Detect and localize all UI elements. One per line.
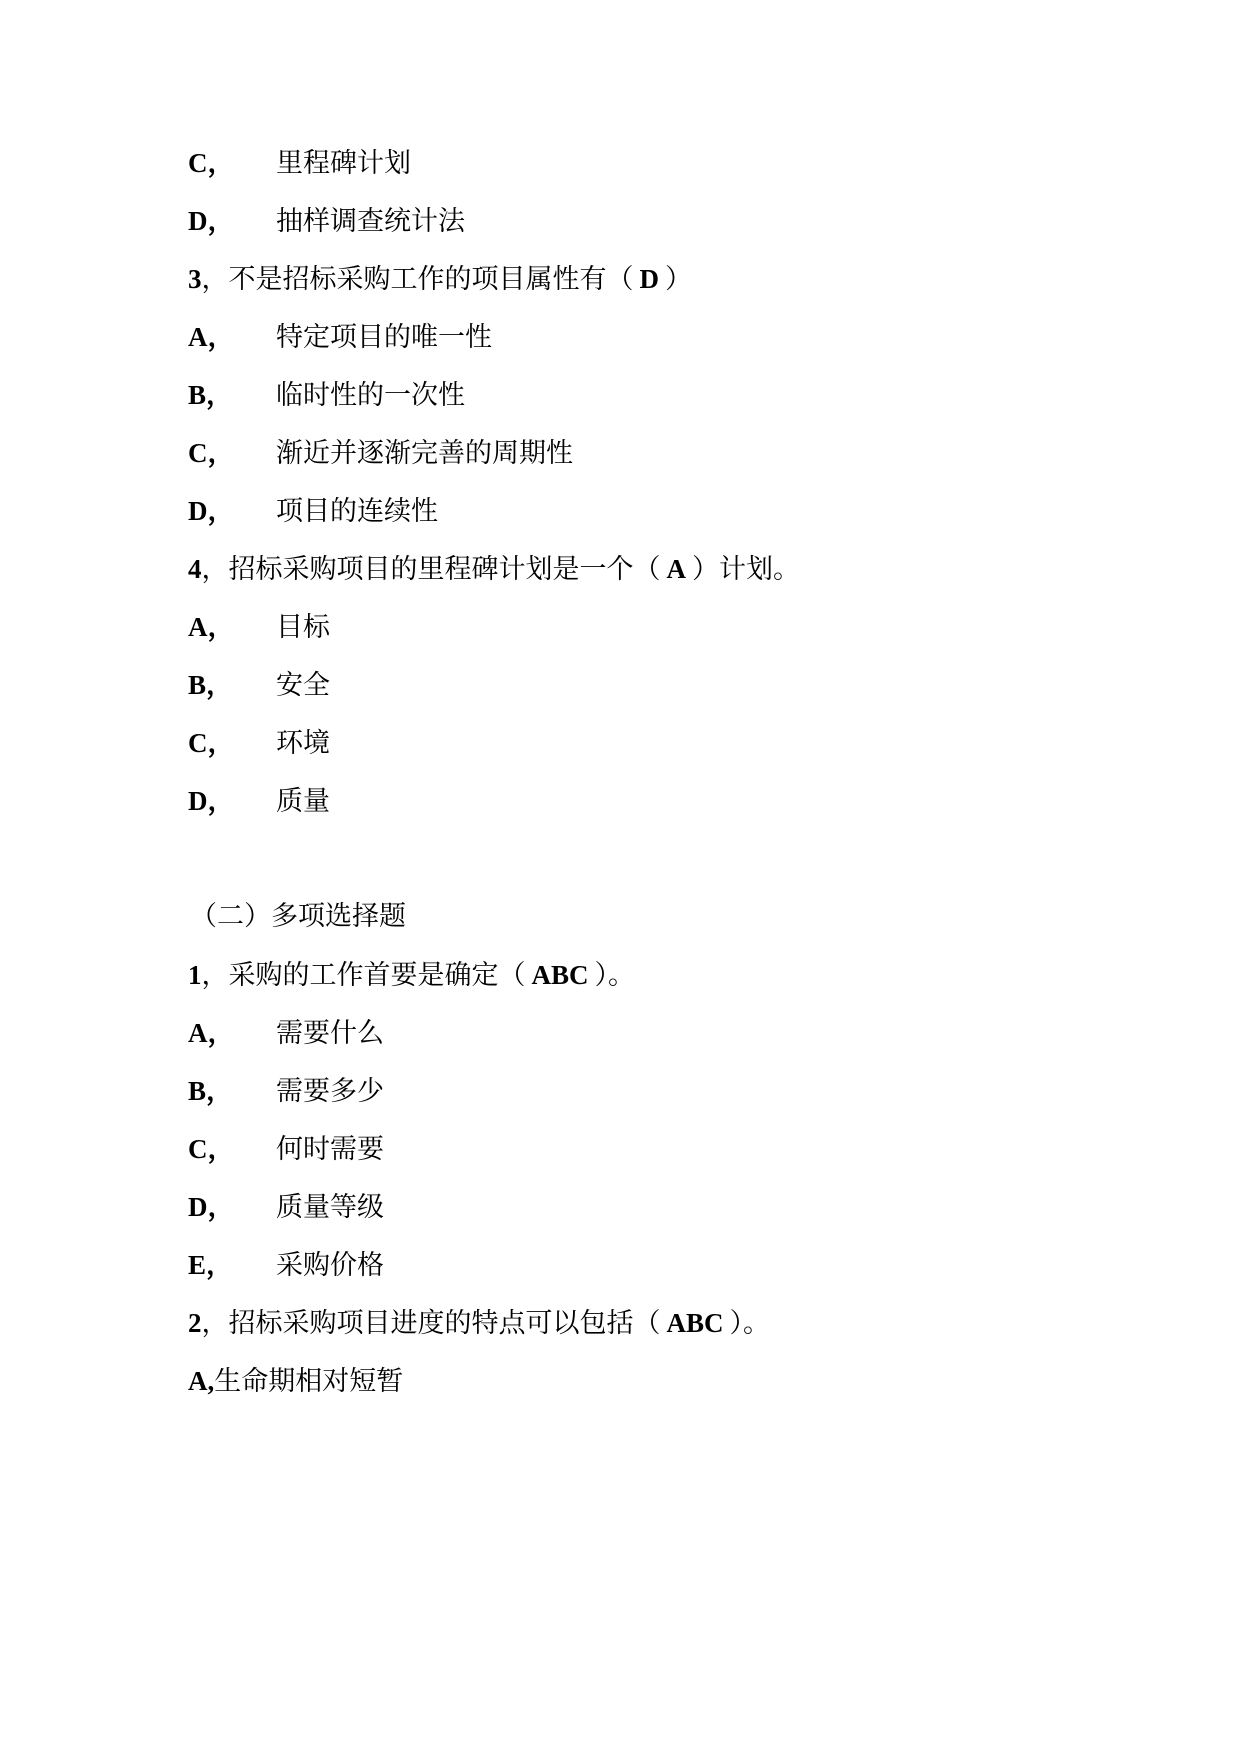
question-text: ，招标采购项目的里程碑计划是一个（ (201, 554, 661, 585)
option-text: 何时需要 (276, 1134, 384, 1165)
question-text: ，不是招标采购工作的项目属性有（ (201, 264, 634, 295)
option-text: 质量 (276, 786, 330, 817)
option-text: 需要什么 (276, 1018, 384, 1049)
option-letter: D， (188, 1192, 235, 1222)
option-b (188, 665, 330, 705)
question-text-end: ）。 (729, 1308, 771, 1339)
option-letter: A， (188, 1018, 235, 1048)
option-e (188, 1245, 384, 1285)
option-letter: C， (188, 438, 235, 468)
option-letter: E， (188, 1250, 234, 1280)
option-b (188, 375, 465, 415)
option-text: 特定项目的唯一性 (276, 322, 492, 353)
answer-key: ABC (666, 1308, 724, 1338)
answer-key: A (666, 554, 686, 584)
option-letter: D， (188, 496, 235, 526)
option-c (188, 433, 573, 473)
section-heading: （二）多项选择题 (190, 901, 406, 932)
question-text: ，招标采购项目进度的特点可以包括（ (201, 1308, 661, 1339)
option-c (188, 143, 411, 183)
multi-question-1 (188, 955, 635, 995)
answer-key: D (639, 264, 659, 294)
question-number: 2 (188, 1308, 202, 1338)
option-text: 安全 (276, 670, 330, 701)
option-letter: C， (188, 1134, 235, 1164)
option-letter: D， (188, 206, 235, 236)
option-d (188, 781, 330, 821)
option-text: 抽样调查统计法 (276, 206, 465, 237)
option-text: 环境 (276, 728, 330, 759)
question-4 (188, 549, 800, 589)
question-text-end: ）计划。 (692, 554, 800, 585)
option-letter: D， (188, 786, 235, 816)
option-letter: B， (188, 380, 234, 410)
option-text: 临时性的一次性 (276, 380, 465, 411)
question-number: 1 (188, 960, 202, 990)
option-a (188, 607, 330, 647)
option-text: 质量等级 (276, 1192, 384, 1223)
option-text: 生命期相对短暂 (214, 1366, 404, 1397)
option-letter: A， (188, 322, 235, 352)
question-3 (188, 259, 692, 299)
question-number: 4 (188, 554, 202, 584)
option-letter: A, (188, 1366, 215, 1396)
question-text: ，采购的工作首要是确定（ (201, 960, 526, 991)
option-b (188, 1071, 384, 1111)
multi-question-2 (188, 1303, 770, 1343)
option-d (188, 201, 465, 241)
option-a (188, 1361, 403, 1401)
option-letter: A， (188, 612, 235, 642)
option-text: 采购价格 (276, 1250, 384, 1281)
option-c (188, 723, 330, 763)
option-text: 需要多少 (276, 1076, 384, 1107)
option-text: 里程碑计划 (276, 148, 411, 179)
option-text: 项目的连续性 (276, 496, 438, 527)
option-a (188, 1013, 384, 1053)
option-letter: C， (188, 728, 235, 758)
option-a (188, 317, 492, 357)
option-letter: C， (188, 148, 235, 178)
option-letter: B， (188, 1076, 234, 1106)
question-number: 3 (188, 264, 202, 294)
option-letter: B， (188, 670, 234, 700)
option-text: 目标 (276, 612, 330, 643)
option-d (188, 491, 438, 531)
question-text-end: ）。 (594, 960, 636, 991)
answer-key: ABC (531, 960, 589, 990)
question-text-end: ） (665, 264, 692, 295)
option-text: 渐近并逐渐完善的周期性 (276, 438, 573, 469)
option-d (188, 1187, 384, 1227)
option-c (188, 1129, 384, 1169)
